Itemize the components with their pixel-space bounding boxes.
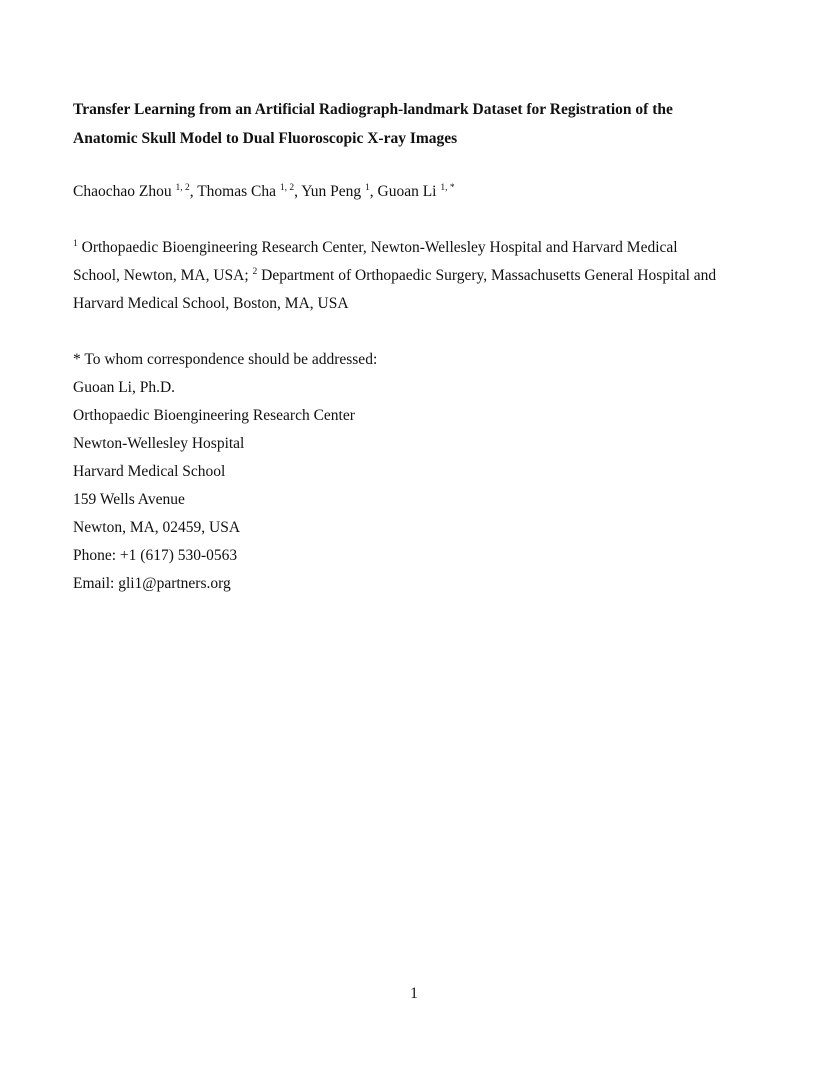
author-name: Yun Peng xyxy=(301,183,362,200)
affiliation-mark: 1 xyxy=(73,239,78,249)
author-name: Chaochao Zhou xyxy=(73,183,172,200)
affiliation-line-1 xyxy=(73,234,763,262)
title-line-2: Anatomic Skull Model to Dual Fluoroscopic X-ray Images xyxy=(73,130,458,147)
author-name: Thomas Cha xyxy=(197,183,276,200)
correspondence-email: Email: gli1@partners.org xyxy=(73,575,231,592)
correspondence-city: Newton, MA, 02459, USA xyxy=(73,519,241,536)
affiliation-mark: 2 xyxy=(252,267,258,277)
affiliation-line-3: Harvard Medical School, Boston, MA, USA xyxy=(73,295,349,312)
correspondence-block xyxy=(73,346,377,598)
correspondence-hospital: Newton-Wellesley Hospital xyxy=(73,435,245,452)
affiliation-text: Department of Orthopaedic Surgery, Massachusetts General Hospital and xyxy=(261,267,717,284)
author-affiliation-mark: 1 xyxy=(365,183,370,193)
author-affiliation-mark: 1, 2 xyxy=(175,183,190,193)
correspondence-phone: Phone: +1 (617) 530-0563 xyxy=(73,547,238,564)
correspondence-school: Harvard Medical School xyxy=(73,463,226,480)
author-affiliation-mark: 1, * xyxy=(440,183,455,193)
page-number: 1 xyxy=(410,985,418,1002)
paper-title xyxy=(73,95,773,153)
affiliation-text: School, Newton, MA, USA; xyxy=(73,267,249,284)
correspondence-name: Guoan Li, Ph.D. xyxy=(73,379,176,396)
affiliation-text: Orthopaedic Bioengineering Research Center, Newton-Wellesley Hospital and Harvard Medical xyxy=(81,239,678,256)
title-line-1: Transfer Learning from an Artificial Radiograph-landmark Dataset for Registration of the xyxy=(73,101,673,118)
author-list xyxy=(73,178,455,206)
author-separator: , xyxy=(294,183,302,200)
correspondence-heading: * To whom correspondence should be addressed: xyxy=(73,351,378,368)
author-separator: , xyxy=(369,183,378,200)
author-separator: , xyxy=(189,183,198,200)
correspondence-org: Orthopaedic Bioengineering Research Center xyxy=(73,407,355,424)
author-name: Guoan Li xyxy=(377,183,437,200)
correspondence-street: 159 Wells Avenue xyxy=(73,491,185,508)
affiliations xyxy=(73,234,763,318)
affiliation-line-2 xyxy=(73,262,763,290)
author-affiliation-mark: 1, 2 xyxy=(279,183,295,193)
